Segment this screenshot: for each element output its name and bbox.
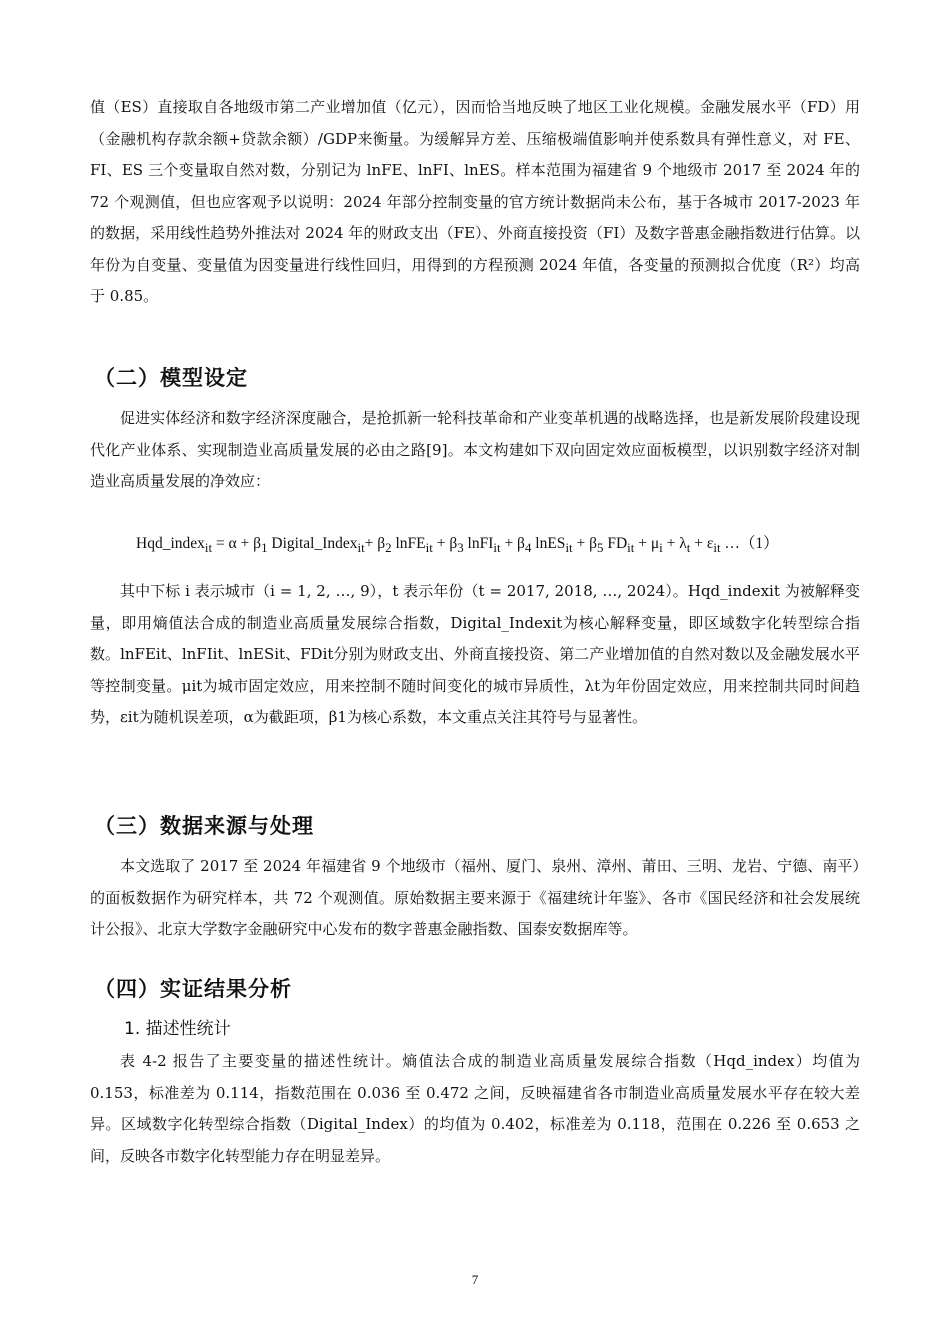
- section-heading-empirical-results: （四）实证结果分析: [94, 977, 292, 1001]
- paragraph-model-explanation: 其中下标 i 表示城市（i = 1, 2, …, 9），t 表示年份（t = 2017, 2018, …, 2024）。Hqd_indexit 为被解释变量，即用熵值法合成的制造业高质量发展综合指数，Digital_Indexit为核心解释变量，即区域数字化转型综合指数。lnFEit、lnFIit、lnESit、FDit分别为财政支出、外商直接投资、第二产业增加值的自然对数以及金融发展水平等控制变量。μit为城市固定效应，用来控制不随时间变化的城市异质性，λt为年份固定效应，用来控制共同时间趋势，εit为随机误差项，α为截距项，β1为核心系数，本文重点关注其符号与显著性。: [90, 582, 860, 726]
- section-heading-data-sources: （三）数据来源与处理: [94, 814, 314, 838]
- paragraph-descriptive-stats: 表 4-2 报告了主要变量的描述性统计。熵值法合成的制造业高质量发展综合指数（Hqd_index）均值为 0.153，标准差为 0.114，指数范围在 0.036 至 0.472 之间，反映福建省各市制造业高质量发展水平存在较大差异。区域数字化转型综合指数（Digital_Index）的均值为 0.402，标准差为 0.118，范围在 0.226 至 0.653 之间，反映各市数字化转型能力存在明显差异。: [90, 1052, 860, 1165]
- paragraph-data-sources: 本文选取了 2017 至 2024 年福建省 9 个地级市（福州、厦门、泉州、漳州、莆田、三明、龙岩、宁德、南平）的面板数据作为研究样本，共 72 个观测值。原始数据主要来源于《福建统计年鉴》、各市《国民经济和社会发展统计公报》、北京大学数字金融研究中心发布的数字普惠金融指数、国泰安数据库等。: [90, 857, 860, 938]
- equation-1: Hqd_index$_{it}$ = $\alpha + \beta_1$ Digital_Index$_{it}$+ $\beta_2$ lnFE$_{it}$ + $\beta_3$ lnFI$_{it}$ + $\beta_4$ lnES$_{it}$ + $\beta_5$ $FD_{it} + \mu_i + \lambda_t + \varepsilon_{it}$ …（1）: [136, 535, 779, 556]
- subsection-heading-descriptive-stats: 1. 描述性统计: [124, 1019, 231, 1039]
- section-heading-model: （二）模型设定: [94, 366, 248, 390]
- paragraph-model-intro: 促进实体经济和数字经济深度融合，是抢抓新一轮科技革命和产业变革机遇的战略选择，也是新发展阶段建设现代化产业体系、实现制造业高质量发展的必由之路[9]。本文构建如下双向固定效应面板模型，以识别数字经济对制造业高质量发展的净效应：: [90, 409, 860, 490]
- paragraph-variable-definitions: 值（ES）直接取自各地级市第二产业增加值（亿元），因而恰当地反映了地区工业化规模。金融发展水平（FD）用（金融机构存款余额+贷款余额）/GDP来衡量。为缓解异方差、压缩极端值影响并使系数具有弹性意义，对 FE、FI、ES 三个变量取自然对数，分别记为 lnFE、lnFI、lnES。样本范围为福建省 9 个地级市 2017 至 2024 年的 72 个观测值，但也应客观予以说明：2024 年部分控制变量的官方统计数据尚未公布，基于各城市 2017-2023 年的数据，采用线性趋势外推法对 2024 年的财政支出（FE）、外商直接投资（FI）及数字普惠金融指数进行估算。以年份为自变量、变量值为因变量进行线性回归，用得到的方程预测 2024 年值，各变量的预测拟合优度（R²）均高于 0.85。: [90, 98, 860, 305]
- page-number: 7: [471, 1272, 479, 1287]
- equation-lhs: Hqd_index: [136, 535, 205, 552]
- equation-number: …（1）: [720, 535, 779, 552]
